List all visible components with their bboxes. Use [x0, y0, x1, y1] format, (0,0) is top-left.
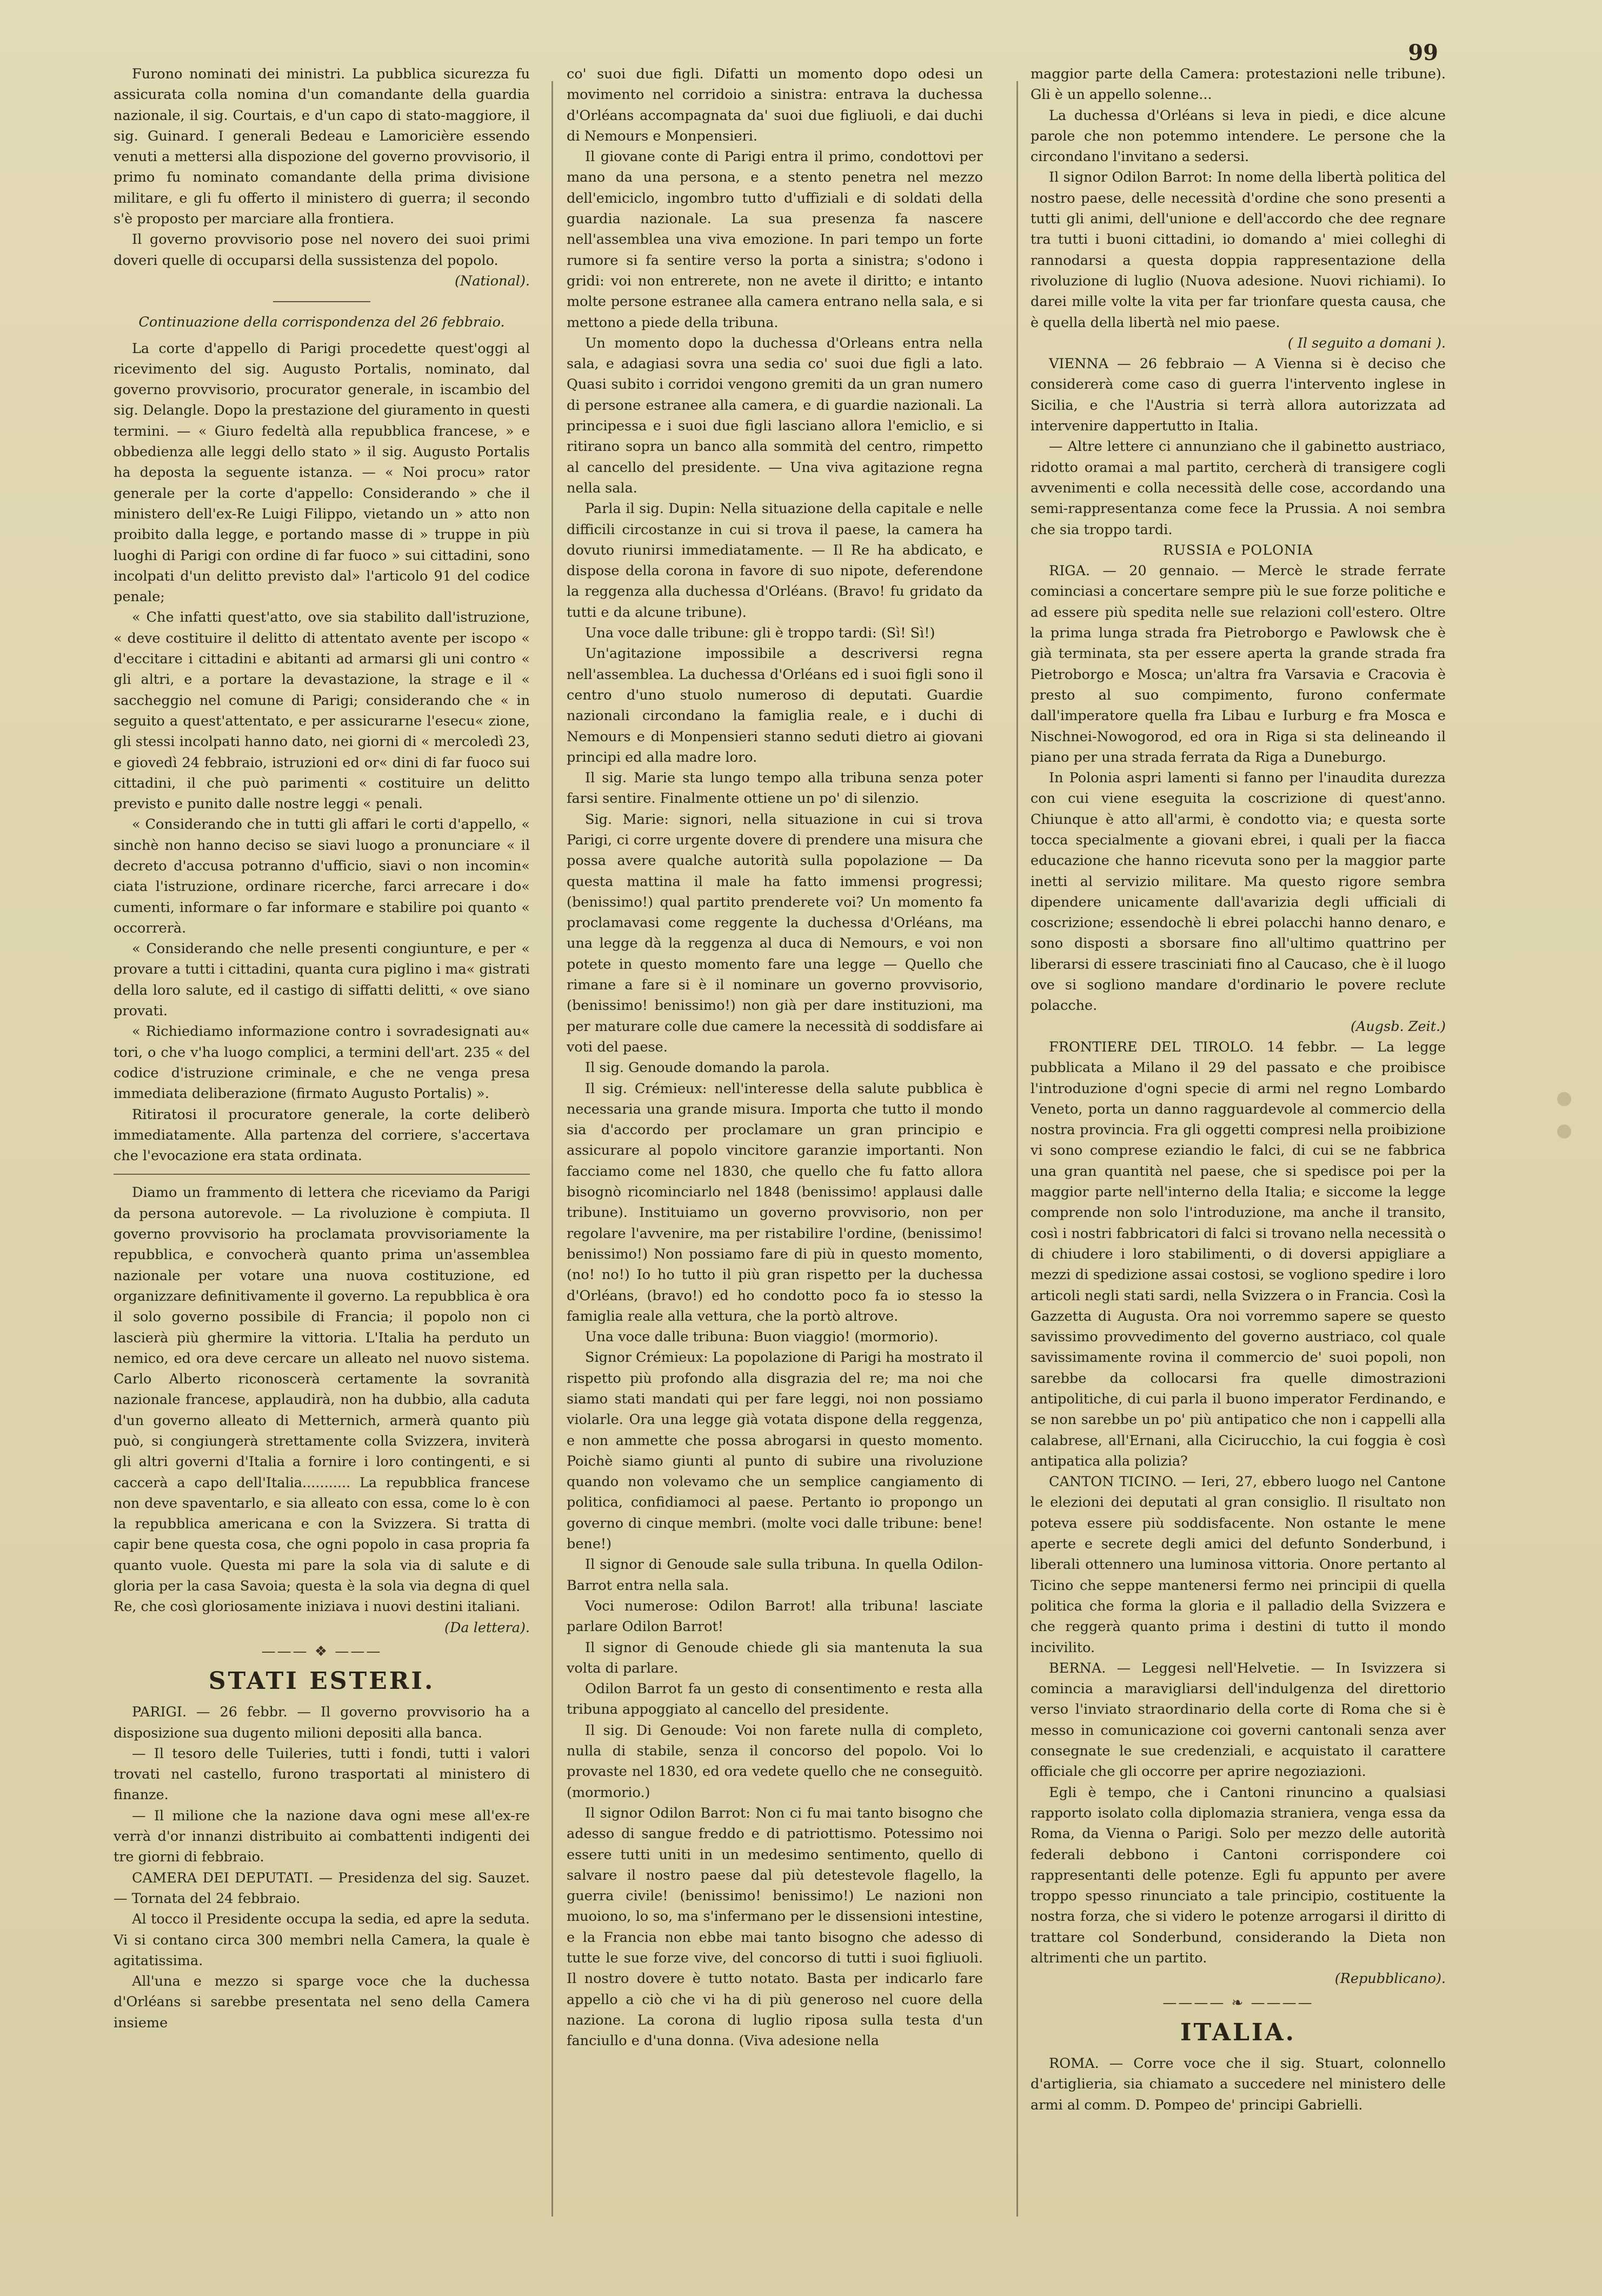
section-divider — [114, 1174, 530, 1175]
section-divider — [273, 301, 370, 302]
article-paragraph: Odilon Barrot fa un gesto di consentimento e resta alla tribuna appoggiato al cancello del presidente. — [567, 1681, 983, 1718]
article-paragraph: VIENNA — 26 febbraio — A Vienna si è deciso che considererà come caso di guerra l'intervento inglese in Sicilia, e che l'Austria si terrà allora autorizzata ad intervenire dappertutto in Italia. — [1031, 356, 1446, 435]
source-attribution: (National). — [454, 272, 530, 289]
column-right — [1031, 64, 1446, 2226]
article-paragraph: Il governo provvisorio pose nel novero dei suoi primi doveri quelle di occuparsi della sussistenza del popolo. — [114, 231, 530, 269]
column-middle — [567, 64, 983, 2226]
article-paragraph: Una voce dalle tribuna: Buon viaggio! (mormorio). — [585, 1329, 939, 1346]
article-paragraph: « Richiediamo informazione contro i sovradesignati au« tori, o che v'ha luogo complici, a termini dell'art. 235 « del codice d'istruzione criminale, e che ne venga presa immediata deliberazione (firmato Augusto Portalis) ». — [114, 1023, 530, 1102]
article-paragraph: « Che infatti quest'atto, ove sia stabilito dall'istruzione, « deve costituire il delitto di attentato avente per iscopo « d'eccitare i cittadini e abitanti ad armarsi gli uni contro « gli altri, e a portare la devastazione, la strage e il « saccheggio nel comune di Parigi; considerando che « in seguito a quest'attentato, e per assicurarne l'esecu« zione, gli stessi incolpati hanno dato, nei giorni di « mercoledì 23, e giovedì 24 febbraio, istruzioni ed or« dini di far fuoco sui cittadini, il che può parimenti « costituire un delitto previsto e punito dalle nostre leggi « penali. — [114, 609, 530, 813]
article-paragraph: — Altre lettere ci annunziano che il gabinetto austriaco, ridotto oramai a mal partito, cercherà di transigere cogli avvenimenti e colla necessità delle cose, accordando una semi-rappresentanza come fece la Prussia. A noi sembra che sia troppo tardi. — [1031, 438, 1446, 538]
article-paragraph: Il signor Odilon Barrot: In nome della libertà politica del nostro paese, delle necessità d'ordine che sono presenti a tutti gli animi, dell'unione e dell'accordo che dee regnare tra tutti i buoni cittadini, io domando a' miei colleghi di rannodarsi a questa doppia rappresentazione della rivoluzione di luglio (Nuova adesione. Nuovi richiami). Io darei mille volte la vita per far trionfare questa causa, che è quella della libertà nel mio paese. — [1031, 169, 1446, 331]
article-paragraph: ROMA. — Corre voce che il sig. Stuart, colonnello d'artiglieria, sia chiamato a succedere nel ministero delle armi al comm. D. Pompeo de' principi Gabrielli. — [1031, 2055, 1446, 2113]
article-paragraph: La corte d'appello di Parigi procedette quest'oggi al ricevimento del sig. Augusto Portalis, nominato, dal governo provvisorio, procurator generale, in iscambio del sig. Delangle. Dopo la prestazione del giuramento in questi termini. — « Giuro fedeltà alla repubblica francese, » e obbedienza alle leggi dello stato » il sig. Augusto Portalis ha deposta la seguente istanza. — « Noi procu» rator generale per la corte d'appello: Considerando » che il ministero dell'ex-Re Luigi Filippo, vietando un » atto non proibito dalla legge, e portando masse di » truppe in più luoghi di Parigi con ordine di far fuoco » sui cittadini, sono incolpati d'un delitto previsto dal» l'articolo 91 del codice penale; — [114, 340, 530, 605]
article-paragraph: Il sig. Crémieux: nell'interesse della salute pubblica è necessaria una grande misura. Importa che tutto il mondo sia d'accordo per proclamare un gran principio e assicurare al popolo vincitore garanzie importanti. Non facciamo come nel 1830, che quello che fu fatto allora bisognò ricominciarlo nel 1848 (benissimo! applausi dalle tribune). Instituiamo un governo provvisorio, non per regolare l'avvenire, ma per ristabilire l'ordine, (benissimo! benissimo!) Non possiamo fare di più in questo momento, (no! no!) Io ho tutto il più gran rispetto per la duchessa d'Orléans, (bravo!) ed ho condotto poco fa io stesso la famiglia reale alla vettura, che la portò altrove. — [567, 1080, 983, 1325]
article-paragraph: FRONTIERE DEL TIROLO. 14 febbr. — La legge pubblicata a Milano il 29 del passato e che proibisce l'introduzione d'ogni specie di armi nel regno Lombardo Veneto, porta un danno ragguardevole al commercio della nostra provincia. Fra gli oggetti compresi nella proibizione vi sono comprese eziandio le falci, di cui se ne fabbrica una gran quantità nel paese, che si spedisce poi per la maggior parte nell'interno della Italia; e siccome la legge comprende non solo l'introduzione, ma anche il transito, così i nostri fabbricatori di falci si trovano nella necessità o di chiudere i loro stabilimenti, o di doversi appigliare a mezzi di spedizione assai costosi, se vogliono spedire i loro articoli negli stati sardi, nella Svizzera o in Francia. Così la Gazzetta di Augusta. Ora noi vorremmo sapere se questo savissimo provvedimento del governo austriaco, col quale savissimamente rovina il commercio de' suoi popoli, non sarebbe da collocarsi fra quelle dimostrazioni antipolitiche, di cui parla il buono imperator Ferdinando, e se non sarebbe un po' più antipatico che non i cappelli alla calabrese, all'Ernani, alla Cicirucchio, la cui foggia è così antipatica alla polizia? — [1031, 1039, 1446, 1469]
column-left — [114, 64, 530, 2226]
source-attribution: (Da lettera). — [444, 1619, 530, 1636]
article-paragraph: Voci numerose: Odilon Barrot! alla tribuna! lasciate parlare Odilon Barrot! — [567, 1598, 983, 1635]
article-paragraph: co' suoi due figli. Difatti un momento dopo odesi un movimento nel corridoio a sinistra: entrava la duchessa d'Orléans accompagnata da' suoi due figliuoli, e dai duchi di Nemours e Monpensieri. — [567, 66, 983, 144]
article-paragraph: Il signor di Genoude sale sulla tribuna. In quella Odilon-Barrot entra nella sala. — [567, 1556, 983, 1594]
article-paragraph: Furono nominati dei ministri. La pubblica sicurezza fu assicurata colla nomina d'un comandante della guardia nazionale, il sig. Courtais, e d'un capo di stato-maggiore, il sig. Guinard. I generali Bedeau e Lamoricière essendo venuti a mettersi alla dispozione del governo provvisorio, il primo fu nominato comandante della prima divisione militare, e gli fu offerto il ministero di guerra; il secondo s'è proposto per marciare alla frontiera. — [114, 66, 530, 228]
article-paragraph: Una voce dalle tribune: gli è troppo tardi: (Sì! Sì!) — [585, 625, 935, 642]
article-paragraph: « Considerando che in tutti gli affari le corti d'appello, « sinchè non hanno deciso se siavi luogo a pronunciare « il decreto d'accusa potranno d'ufficio, siavi o non incomin« ciata l'istruzione, ordinare ricerche, farci arrecare i do« cumenti, informare o far informare e stabilire poi quanto « occorrerà. — [114, 816, 530, 936]
article-paragraph: Al tocco il Presidente occupa la sedia, ed apre la seduta. Vi si contano circa 300 membri nella Camera, la quale è agitatissima. — [114, 1911, 530, 1969]
article-paragraph: Il sig. Genoude domando la parola. — [585, 1060, 830, 1076]
source-attribution: (Repubblicano). — [1334, 1971, 1446, 1987]
article-paragraph: All'una e mezzo si sparge voce che la duchessa d'Orléans si sarebbe presentata nel seno della Camera insieme — [114, 1973, 530, 2031]
article-paragraph: PARIGI. — 26 febbr. — Il governo provvisorio ha a disposizione sua dugento milioni depositi alla banca. — [114, 1704, 530, 1741]
section-headline: STATI ESTERI. — [208, 1667, 435, 1695]
column-rule — [551, 81, 553, 2217]
section-headline: ITALIA. — [1180, 2018, 1297, 2046]
article-paragraph: « Considerando che nelle presenti congiunture, e per « provare a tutti i cittadini, quanta cura piglino i ma« gistrati della loro salute, ed il castigo di siffatti delitti, « ove siano provati. — [114, 941, 530, 1020]
article-paragraph: Diamo un frammento di lettera che riceviamo da Parigi da persona autorevole. — La rivoluzione è compiuta. Il governo provvisorio ha proclamata provvisoriamente la repubblica, e convocherà quanto prima un'assemblea nazionale per votare una nuova costituzione, ed organizzare definitivamente il governo. La repubblica è ora il solo governo possibile di Francia; il popolo non ci lascierà più ghermire la vittoria. L'Italia ha perduto un nemico, ed ora deve cercare un alleato nel nuovo sistema. Carlo Alberto riconoscerà certamente la sovranità nazionale francese, applaudirà, non ha dubbio, alla caduta d'un governo alleato di Metternich, armerà quanto più può, si congiungerà strettamente colla Svizzera, inviterà gli altri governi d'Italia a fornire i loro contingenti, e si caccerà a capo dell'Italia........... La repubblica francese non deve spaventarlo, e sia alleato con essa, come lo è con la repubblica americana e con la Svizzera. Si tratta di capir bene questa cosa, che ogni popolo in casa propria fa quanto vuole. Questa mi pare la sola via di salute e di gloria per la casa Savoia; questa è la sola via degna di quel Re, che così gloriosamente iniziava i nuovi destini italiani. — [114, 1184, 530, 1615]
ornament-divider: ———— ❧ ———— — [1162, 1994, 1314, 2011]
article-paragraph: Il signor Odilon Barrot: Non ci fu mai tanto bisogno che adesso di sangue freddo e di patriottismo. Potessimo noi essere tutti uniti in un medesimo sentimento, quello di salvare il nostro paese dal più detestevole flagello, la guerra civile! (benissimo! benissimo!) Le nazioni non muoiono, lo so, ma s'infermano per le dissensioni intestine, e la Francia non ebbe mai tanto bisogno che adesso di tutte le sue forze vive, del concorso di tutti i suoi figliuoli. Il nostro dovere è tutto notato. Basta per indicarlo fare appello a ciò che vi ha di più generoso nel cuore della nazione. La corona di luglio riposa sulla testa d'un fanciullo e d'una donna. (Viva adesione nella — [567, 1805, 983, 2049]
source-attribution: (Augsb. Zeit.) — [1351, 1018, 1446, 1035]
article-paragraph: CAMERA DEI DEPUTATI. — Presidenza del sig. Sauzet. — Tornata del 24 febbraio. — [114, 1869, 530, 1907]
article-paragraph: — Il milione che la nazione dava ogni mese all'ex-re verrà d'or innanzi distribuito ai combattenti indigenti dei tre giorni di febbraio. — [114, 1807, 530, 1866]
article-paragraph: In Polonia aspri lamenti si fanno per l'inaudita durezza con cui viene eseguita la coscrizione di quest'anno. Chiunque è atto all'armi, è condotto via; e questa sorte tocca specialmente a giovani ebrei, i quali per la fiacca educazione che hanno ricevuta sono per la maggior parte inetti al servizio militare. Ma questo rigore sembra dipendere unicamente dall'avarizia degli ufficiali di coscrizione; essendochè li ebrei polacchi hanno denaro, e sono disposti a sborsare fino all'ultimo quattrino per liberarsi di essere trasciniati fino al Caucaso, che è il luogo ove si sogliono mandare d'ordinario le povere reclute polacche. — [1031, 770, 1446, 1014]
article-paragraph: Signor Crémieux: La popolazione di Parigi ha mostrato il rispetto più profondo alla disgrazia del re; ma noi che siamo stati mandati qui per fare leggi, noi non possiamo violarle. Ora una legge già votata dispone della reggenza, e non ammette che possa abrogarsi in questo momento. Poichè siamo giunti al punto di subire una rivoluzione quando non volevamo che un semplice cangiamento di politica, confidiamoci al paese. Pertanto io propongo un governo di cinque membri. (molte voci dalle tribune: bene! bene!) — [567, 1349, 983, 1553]
column-rule — [1016, 81, 1018, 2217]
article-paragraph: BERNA. — Leggesi nell'Helvetie. — In Isvizzera si comincia a maravigliarsi dell'indulgenza del direttorio verso l'inviato straordinario della corte di Roma che si è messo in comunicazione coi governi cantonali senza aver consegnate le sue credenziali, e acquistato il carattere officiale che gli occorre per aprire negoziazioni. — [1031, 1660, 1446, 1780]
article-paragraph: — Il tesoro delle Tuileries, tutti i fondi, tutti i valori trovati nel castello, furono trasportati al ministero di finanze. — [114, 1745, 530, 1803]
article-paragraph: CANTON TICINO. — Ieri, 27, ebbero luogo nel Cantone le elezioni dei deputati al gran consiglio. Il risultato non poteva essere più soddisfacente. Non ostante le mene aperte e secrete degli amici del defunto Sonderbund, i liberali ottennero una luminosa vittoria. Onore pertanto al Ticino che seppe mantenersi fermo nei principii di quella politica che forma la gloria e il palladio della Svizzera e che reggerà quanto prima i destini di tutto il mondo incivilito. — [1031, 1474, 1446, 1656]
article-paragraph: Parla il sig. Dupin: Nella situazione della capitale e nelle difficili circostanze in cui si trova il paese, la camera ha dovuto riunirsi immediatamente. — Il Re ha abdicato, e dispose della corona in favore di suo nipote, deferendone la reggenza alla duchessa d'Orléans. (Bravo! fu gridato da tutti e da alcune tribune). — [567, 501, 983, 621]
article-paragraph: Il signor di Genoude chiede gli sia mantenuta la sua volta di parlare. — [567, 1639, 983, 1676]
article-paragraph: maggior parte della Camera: protestazioni nelle tribune). Gli è un appello solenne... — [1031, 66, 1446, 103]
article-paragraph: RIGA. — 20 gennaio. — Mercè le strade ferrate cominciasi a concertare sempre più le sue forze politiche e ad essere più spedita nelle sue relazioni coll'estero. Oltre la prima lunga strada fra Pietroborgo e Pawlowsk che è già terminata, sta per essere aperta la grande strada fra Pietroborgo e Mosca; un'altra fra Varsavia e Cracovia è presto al suo compimento, furono confermate dall'imperatore quella fra Libau e Iurburg e fra Mosca e Nischnei-Nowogorod, ed ora in Riga si sta delineando il piano per una strada ferrata da Riga a Duneburgo. — [1031, 563, 1446, 766]
source-attribution: ( Il seguito a domani ). — [1287, 335, 1446, 351]
article-subtitle: Continuazione della corrispondenza del 26 febbraio. — [138, 314, 505, 331]
article-paragraph: La duchessa d'Orléans si leva in piedi, e dice alcune parole che non potemmo intendere. Le persone che la circondano l'invitano a sedersi. — [1031, 107, 1446, 165]
article-paragraph: Un momento dopo la duchessa d'Orleans entra nella sala, e adagiasi sovra una sedia co' suoi due figli a lato. Quasi subito i corridoi vengono gremiti da un gran numero di persone estranee alla camera, e di guardie nazionali. La principessa e i suoi due figli lasciano allora l'emiclio, e si ritirano sopra un banco alla sommità del centro, rimpetto al cancello del presidente. — Una viva agitazione regna nella sala. — [567, 335, 983, 496]
section-title: RUSSIA e POLONIA — [1163, 542, 1313, 558]
article-paragraph: Un'agitazione impossibile a descriversi regna nell'assemblea. La duchessa d'Orléans ed i suoi figli sono il centro d'uno stuolo numeroso di deputati. Guardie nazionali circondano la famiglia reale, e i duchi di Nemours e di Monpensieri stanno seduti dietro ai giovani principi ed alla madre loro. — [567, 645, 983, 766]
article-paragraph: Egli è tempo, che i Cantoni rinuncino a qualsiasi rapporto isolato colla diplomazia straniera, venga essa da Roma, da Vienna o Parigi. Solo per mezzo delle autorità federali debbono i Cantoni corrispondere coi rappresentanti delle potenze. Egli fu appunto per avere troppo spesso rinunciato a tale principio, costituente la nostra forza, che si videro le potenze arrogarsi il diritto di trattare col Sonderbund, considerando la Dieta non altrimenti che un partito. — [1031, 1784, 1446, 1967]
article-paragraph: Il sig. Marie sta lungo tempo alla tribuna senza poter farsi sentire. Finalmente ottiene un po' di silenzio. — [567, 770, 983, 807]
ornament-divider: ——— ❖ ——— — [261, 1643, 382, 1660]
article-paragraph: Il giovane conte di Parigi entra il primo, condottovi per mano da una persona, e a stento penetra nel mezzo dell'emiciclo, ingombro tutto d'uffiziali e di soldati della guardia nazionale. La sua presenza fa nascere nell'assemblea una viva emozione. In pari tempo un forte rumore si fa sentire verso la porta a sinistra; s'odono i gridi: voi non entrerete, non ne avete il diritto; e intanto molte persone estranee alla camera entrano nella sala, e si mettono a piede della tribuna. — [567, 149, 983, 331]
article-paragraph: Sig. Marie: signori, nella situazione in cui si trova Parigi, ci corre urgente dovere di prendere una misura che possa avere qualche autorità sulla popolazione — Da questa mattina il male ha fatto immensi progressi; (benissimo!) qual partito prenderete voi? Un momento fa proclamavasi come reggente la duchessa d'Orléans, ma una legge dà la reggenza al duca di Nemours, e voi non potete in questo momento fare una legge — Quello che rimane a fare si è il nominare un governo provvisorio, (benissimo! benissimo!) non già per dare instituzioni, ma per maturare colle due camere la necessità di soddisfare ai voti del paese. — [567, 811, 983, 1055]
page-number: 99 — [1408, 40, 1438, 65]
article-paragraph: Ritiratosi il procuratore generale, la corte deliberò immediatamente. Alla partenza del corriere, s'accertava che l'evocazione era stata ordinata. — [114, 1106, 530, 1164]
article-paragraph: Il sig. Di Genoude: Voi non farete nulla di completo, nulla di stabile, senza il concorso del popolo. Voi lo provaste nel 1830, ed ora vedete quello che ne conseguitò. (mormorio.) — [567, 1722, 983, 1801]
